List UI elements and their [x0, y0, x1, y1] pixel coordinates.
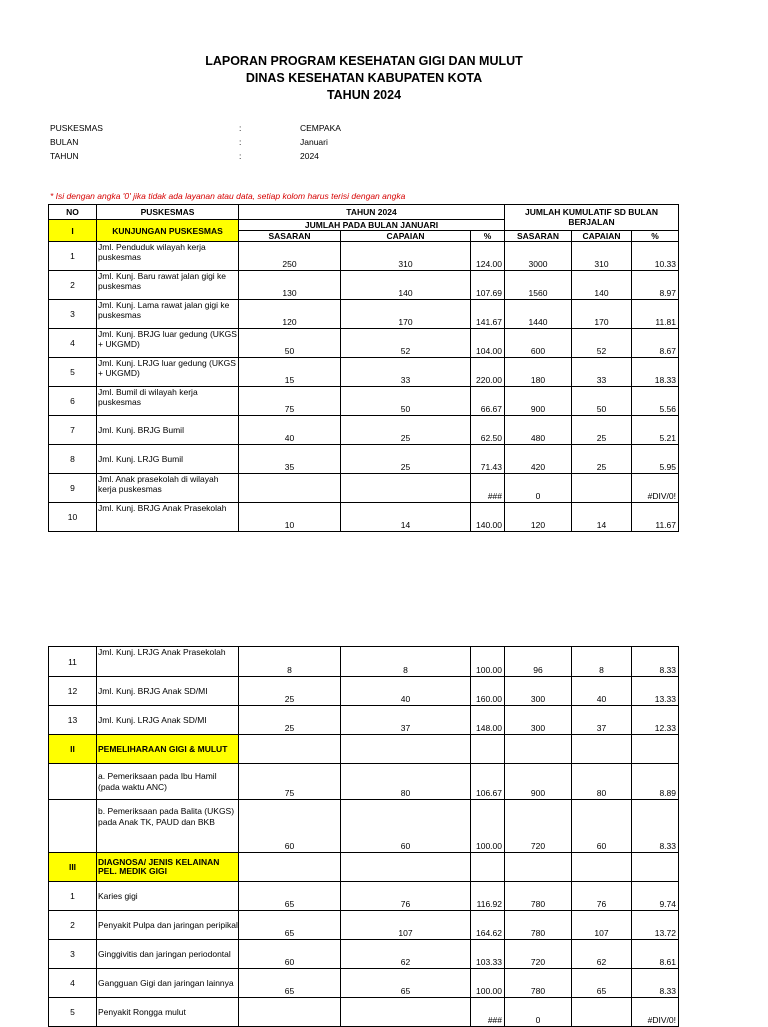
row-kpct: 8.67: [632, 329, 679, 358]
row-no: 8: [49, 445, 97, 474]
fill-instruction-note: * Isi dengan angka '0' jika tidak ada layanan atau data, setiap kolom harus terisi dengan angka: [50, 191, 406, 201]
row-name: Gangguan Gigi dan jaringan lainnya: [97, 969, 239, 998]
table-row: [49, 706, 679, 735]
row-sasaran: 35: [239, 445, 341, 474]
row-kpct: 9.74: [632, 882, 679, 911]
row-kcapaian: 140: [572, 271, 632, 300]
section-no: I: [49, 220, 97, 242]
table-row: [49, 800, 679, 853]
row-kcapaian: 65: [572, 969, 632, 998]
row-capaian: 60: [341, 800, 471, 853]
row-ksasaran: 1440: [505, 300, 572, 329]
row-ksasaran: 900: [505, 387, 572, 416]
meta-separator: :: [239, 151, 242, 161]
report-table-page2: [48, 646, 679, 1027]
row-pct: 100.00: [471, 800, 505, 853]
row-capaian: 76: [341, 882, 471, 911]
row-kpct: 11.67: [632, 503, 679, 532]
row-no: 4: [49, 329, 97, 358]
row-no: 7: [49, 416, 97, 445]
row-sasaran: 60: [239, 940, 341, 969]
row-sasaran: 60: [239, 800, 341, 853]
row-kpct: 8.33: [632, 800, 679, 853]
row-capaian: 140: [341, 271, 471, 300]
meta-separator: :: [239, 123, 242, 133]
row-sasaran: 75: [239, 764, 341, 800]
meta-label: BULAN: [50, 137, 79, 147]
row-sasaran: 130: [239, 271, 341, 300]
row-pct: 160.00: [471, 677, 505, 706]
row-no: 5: [49, 358, 97, 387]
row-name: Jml. Kunj. LRJG luar gedung (UKGS + UKGMD): [97, 358, 239, 387]
row-name: Jml. Kunj. LRJG Anak SD/MI: [97, 706, 239, 735]
row-name: Penyakit Rongga mulut: [97, 998, 239, 1027]
row-kcapaian: [572, 474, 632, 503]
col-tahun-header: TAHUN 2024: [239, 205, 505, 220]
table-row: [49, 445, 679, 474]
row-kpct: 18.33: [632, 358, 679, 387]
section-title: KUNJUNGAN PUSKESMAS: [97, 220, 239, 242]
row-sasaran: 65: [239, 969, 341, 998]
row-kcapaian: 60: [572, 800, 632, 853]
row-kcapaian: 170: [572, 300, 632, 329]
row-kcapaian: 52: [572, 329, 632, 358]
col-kpct-header: %: [632, 231, 679, 242]
report-table-page1: [48, 204, 679, 532]
row-ksasaran: 480: [505, 416, 572, 445]
row-name: Jml. Kunj. Lama rawat jalan gigi ke puskesmas: [97, 300, 239, 329]
row-kcapaian: 37: [572, 706, 632, 735]
row-ksasaran: 0: [505, 998, 572, 1027]
row-kpct: 13.72: [632, 911, 679, 940]
table-row: [49, 940, 679, 969]
row-sasaran: 75: [239, 387, 341, 416]
row-sasaran: 120: [239, 300, 341, 329]
row-pct: ###: [471, 474, 505, 503]
row-ksasaran: 0: [505, 474, 572, 503]
row-sasaran: 25: [239, 677, 341, 706]
row-ksasaran: 300: [505, 677, 572, 706]
row-kpct: 5.95: [632, 445, 679, 474]
row-name: Ginggivitis dan jaringan periodontal: [97, 940, 239, 969]
row-ksasaran: 420: [505, 445, 572, 474]
section-no: III: [49, 853, 97, 882]
row-ksasaran: 600: [505, 329, 572, 358]
row-no: 6: [49, 387, 97, 416]
row-pct: 164.62: [471, 911, 505, 940]
row-name: Karies gigi: [97, 882, 239, 911]
row-capaian: 50: [341, 387, 471, 416]
row-sasaran: 10: [239, 503, 341, 532]
row-ksasaran: 300: [505, 706, 572, 735]
row-ksasaran: 780: [505, 882, 572, 911]
row-kcapaian: 62: [572, 940, 632, 969]
row-pct: 62.50: [471, 416, 505, 445]
row-no: 2: [49, 271, 97, 300]
row-capaian: 25: [341, 445, 471, 474]
row-kcapaian: 76: [572, 882, 632, 911]
row-pct: 124.00: [471, 242, 505, 271]
report-year: TAHUN 2024: [326, 88, 402, 102]
row-no: 1: [49, 882, 97, 911]
row-pct: 106.67: [471, 764, 505, 800]
row-kpct: 5.56: [632, 387, 679, 416]
row-kpct: 10.33: [632, 242, 679, 271]
row-no: 11: [49, 647, 97, 677]
row-name: a. Pemeriksaan pada Ibu Hamil (pada waktu ANC): [97, 764, 239, 800]
row-pct: 103.33: [471, 940, 505, 969]
row-kpct: 5.21: [632, 416, 679, 445]
row-kpct: 11.81: [632, 300, 679, 329]
row-kcapaian: 40: [572, 677, 632, 706]
table-row: [49, 358, 679, 387]
row-pct: 116.92: [471, 882, 505, 911]
table-row: [49, 882, 679, 911]
report-subtitle: DINAS KESEHATAN KABUPATEN KOTA: [245, 71, 483, 85]
row-capaian: 52: [341, 329, 471, 358]
section-title: DIAGNOSA/ JENIS KELAINAN PEL. MEDIK GIGI: [97, 853, 239, 882]
row-capaian: 107: [341, 911, 471, 940]
row-kpct: #DIV/0!: [632, 998, 679, 1027]
table-row: [49, 416, 679, 445]
row-sasaran: [239, 474, 341, 503]
row-no: [49, 764, 97, 800]
table-row: [49, 387, 679, 416]
row-kpct: 8.33: [632, 647, 679, 677]
col-capaian-header: CAPAIAN: [341, 231, 471, 242]
table-row: [49, 329, 679, 358]
row-capaian: 80: [341, 764, 471, 800]
row-no: 2: [49, 911, 97, 940]
row-ksasaran: 180: [505, 358, 572, 387]
row-sasaran: 25: [239, 706, 341, 735]
row-capaian: 37: [341, 706, 471, 735]
row-sasaran: 40: [239, 416, 341, 445]
row-sasaran: [239, 998, 341, 1027]
row-name: Jml. Kunj. LRJG Anak Prasekolah: [97, 647, 239, 677]
row-name: Jml. Anak prasekolah di wilayah kerja puskesmas: [97, 474, 239, 503]
row-name: Jml. Kunj. LRJG Bumil: [97, 445, 239, 474]
col-sasaran-header: SASARAN: [239, 231, 341, 242]
meta-bulan: [50, 137, 550, 149]
table-row: [49, 300, 679, 329]
row-pct: 66.67: [471, 387, 505, 416]
row-ksasaran: 780: [505, 969, 572, 998]
meta-puskesmas: [50, 123, 550, 135]
row-ksasaran: 96: [505, 647, 572, 677]
row-kpct: 8.61: [632, 940, 679, 969]
row-kcapaian: [572, 998, 632, 1027]
table-row: [49, 242, 679, 271]
row-kpct: 13.33: [632, 677, 679, 706]
row-ksasaran: 1560: [505, 271, 572, 300]
col-kcapaian-header: CAPAIAN: [572, 231, 632, 242]
row-no: 13: [49, 706, 97, 735]
row-pct: ###: [471, 998, 505, 1027]
meta-value: Januari: [300, 137, 328, 147]
meta-label: PUSKESMAS: [50, 123, 103, 133]
table-row: [49, 271, 679, 300]
row-capaian: [341, 998, 471, 1027]
col-puskesmas-header: PUSKESMAS: [97, 205, 239, 220]
meta-separator: :: [239, 137, 242, 147]
col-no-header: NO: [49, 205, 97, 220]
row-pct: 100.00: [471, 969, 505, 998]
row-kcapaian: 8: [572, 647, 632, 677]
row-no: 3: [49, 300, 97, 329]
row-kcapaian: 80: [572, 764, 632, 800]
table-row: [49, 647, 679, 677]
row-kcapaian: 25: [572, 445, 632, 474]
row-ksasaran: 120: [505, 503, 572, 532]
table-row: [49, 474, 679, 503]
row-capaian: 65: [341, 969, 471, 998]
row-pct: 100.00: [471, 647, 505, 677]
row-ksasaran: 720: [505, 940, 572, 969]
row-kpct: 8.33: [632, 969, 679, 998]
row-kcapaian: 310: [572, 242, 632, 271]
row-capaian: [341, 474, 471, 503]
row-no: [49, 800, 97, 853]
row-pct: 148.00: [471, 706, 505, 735]
row-pct: 220.00: [471, 358, 505, 387]
row-kcapaian: 25: [572, 416, 632, 445]
col-ksasaran-header: SASARAN: [505, 231, 572, 242]
row-name: Jml. Kunj. BRJG Anak SD/MI: [97, 677, 239, 706]
row-no: 9: [49, 474, 97, 503]
row-name: Jml. Penduduk wilayah kerja puskesmas: [97, 242, 239, 271]
meta-label: TAHUN: [50, 151, 79, 161]
row-name: Jml. Kunj. BRJG Anak Prasekolah: [97, 503, 239, 532]
table-row: [49, 969, 679, 998]
table-row: [49, 503, 679, 532]
table-row: [49, 998, 679, 1027]
row-no: 5: [49, 998, 97, 1027]
row-name: b. Pemeriksaan pada Balita (UKGS) pada Anak TK, PAUD dan BKB: [97, 800, 239, 853]
row-capaian: 40: [341, 677, 471, 706]
row-kpct: #DIV/0!: [632, 474, 679, 503]
row-kpct: 12.33: [632, 706, 679, 735]
row-no: 3: [49, 940, 97, 969]
row-kcapaian: 107: [572, 911, 632, 940]
row-ksasaran: 900: [505, 764, 572, 800]
row-name: Jml. Bumil di wilayah kerja puskesmas: [97, 387, 239, 416]
row-no: 1: [49, 242, 97, 271]
row-pct: 71.43: [471, 445, 505, 474]
row-capaian: 62: [341, 940, 471, 969]
section-no: II: [49, 735, 97, 764]
row-sasaran: 50: [239, 329, 341, 358]
meta-tahun: [50, 151, 550, 163]
row-pct: 107.69: [471, 271, 505, 300]
row-name: Jml. Kunj. Baru rawat jalan gigi ke puskesmas: [97, 271, 239, 300]
row-capaian: 33: [341, 358, 471, 387]
row-sasaran: 65: [239, 882, 341, 911]
section-row: [49, 853, 679, 882]
row-name: Penyakit Pulpa dan jaringan peripikal: [97, 911, 239, 940]
row-no: 12: [49, 677, 97, 706]
row-pct: 104.00: [471, 329, 505, 358]
col-kumulatif-header: JUMLAH KUMULATIF SD BULAN BERJALAN: [505, 205, 679, 231]
table-row: [49, 764, 679, 800]
row-kpct: 8.89: [632, 764, 679, 800]
report-title: LAPORAN PROGRAM KESEHATAN GIGI DAN MULUT: [205, 54, 523, 68]
row-capaian: 25: [341, 416, 471, 445]
row-sasaran: 65: [239, 911, 341, 940]
row-kpct: 8.97: [632, 271, 679, 300]
row-no: 4: [49, 969, 97, 998]
section-title: PEMELIHARAAN GIGI & MULUT: [97, 735, 239, 764]
row-ksasaran: 3000: [505, 242, 572, 271]
row-capaian: 14: [341, 503, 471, 532]
row-pct: 140.00: [471, 503, 505, 532]
meta-value: CEMPAKA: [300, 123, 341, 133]
table-row: [49, 677, 679, 706]
row-sasaran: 250: [239, 242, 341, 271]
row-pct: 141.67: [471, 300, 505, 329]
row-capaian: 310: [341, 242, 471, 271]
meta-value: 2024: [300, 151, 319, 161]
row-no: 10: [49, 503, 97, 532]
row-ksasaran: 720: [505, 800, 572, 853]
section-row: [49, 735, 679, 764]
row-capaian: 8: [341, 647, 471, 677]
row-name: Jml. Kunj. BRJG Bumil: [97, 416, 239, 445]
col-pct-header: %: [471, 231, 505, 242]
row-sasaran: 15: [239, 358, 341, 387]
row-kcapaian: 14: [572, 503, 632, 532]
row-kcapaian: 33: [572, 358, 632, 387]
row-name: Jml. Kunj. BRJG luar gedung (UKGS + UKGMD): [97, 329, 239, 358]
row-sasaran: 8: [239, 647, 341, 677]
col-bulan-header: JUMLAH PADA BULAN JANUARI: [239, 220, 505, 231]
row-kcapaian: 50: [572, 387, 632, 416]
table-row: [49, 911, 679, 940]
row-ksasaran: 780: [505, 911, 572, 940]
row-capaian: 170: [341, 300, 471, 329]
